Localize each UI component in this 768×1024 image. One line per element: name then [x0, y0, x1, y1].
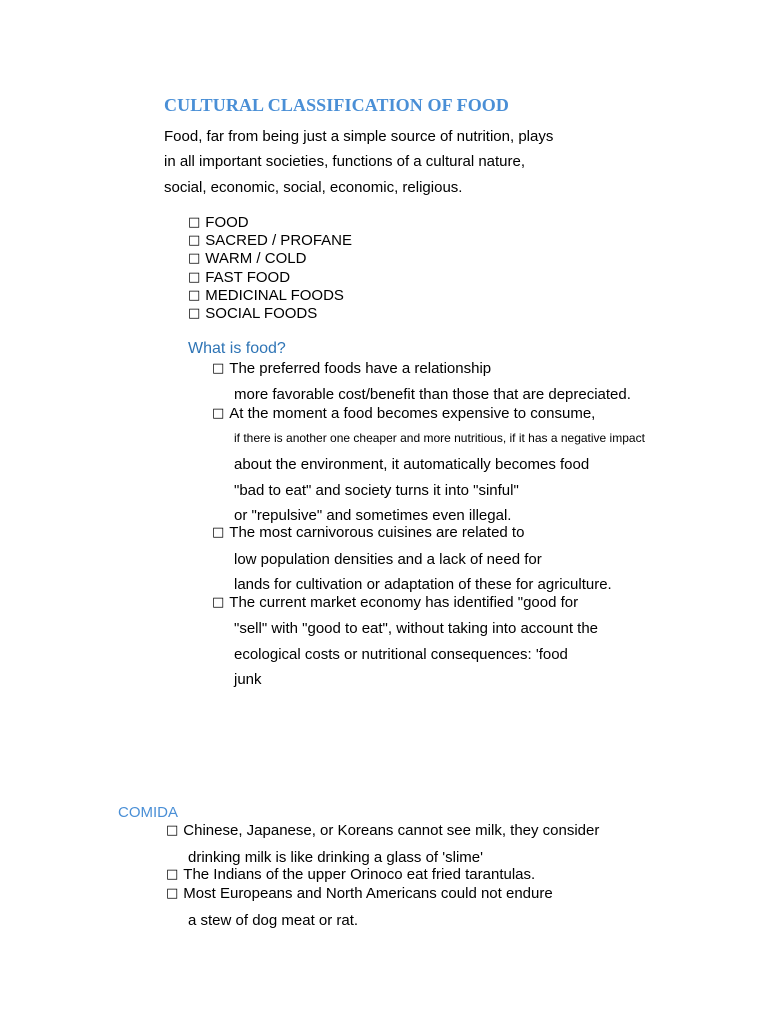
what-is-food-line: or "repulsive" and sometimes even illegal. — [234, 507, 512, 524]
comida-point: □ Most Europeans and North Americans could not endure — [166, 885, 553, 902]
comida-point: □ The Indians of the upper Orinoco eat fried tarantulas. — [166, 866, 535, 883]
category-item: □ FOOD — [188, 214, 249, 231]
section-heading-comida: COMIDA — [118, 804, 178, 821]
what-is-food-point: □ The current market economy has identified "good for — [212, 594, 578, 611]
what-is-food-line: "sell" with "good to eat", without taking into account the — [234, 620, 599, 637]
section-heading-what-is-food: What is food? — [188, 340, 286, 357]
what-is-food-line: low population densities and a lack of need for — [234, 551, 542, 568]
page-title: CULTURAL CLASSIFICATION OF FOOD — [164, 95, 509, 115]
category-item: □ SOCIAL FOODS — [188, 305, 317, 322]
what-is-food-line: "bad to eat" and society turns it into "sinful" — [234, 482, 519, 499]
category-item: □ FAST FOOD — [188, 269, 290, 286]
category-item: □ MEDICINAL FOODS — [188, 287, 344, 304]
category-item: □ SACRED / PROFANE — [188, 232, 352, 249]
what-is-food-point: □ At the moment a food becomes expensive to consume, — [212, 405, 595, 422]
intro-line: Food, far from being just a simple source of nutrition, plays — [164, 128, 554, 145]
comida-line: a stew of dog meat or rat. — [188, 912, 359, 929]
comida-line: drinking milk is like drinking a glass of 'slime' — [188, 849, 483, 866]
comida-point: □ Chinese, Japanese, or Koreans cannot see milk, they consider — [166, 822, 599, 839]
what-is-food-line: more favorable cost/benefit than those that are depreciated. — [234, 386, 631, 403]
intro-line: in all important societies, functions of a cultural nature, — [164, 153, 526, 170]
what-is-food-point: □ The most carnivorous cuisines are related to — [212, 524, 524, 541]
intro-line: social, economic, social, economic, religious. — [164, 179, 463, 196]
what-is-food-line: lands for cultivation or adaptation of these for agriculture. — [234, 576, 612, 593]
what-is-food-line: junk — [234, 671, 262, 688]
what-is-food-point: □ The preferred foods have a relationship — [212, 360, 491, 377]
category-item: □ WARM / COLD — [188, 250, 306, 267]
what-is-food-line: ecological costs or nutritional consequences: 'food — [234, 646, 568, 663]
what-is-food-line: about the environment, it automatically becomes food — [234, 456, 590, 473]
what-is-food-line: if there is another one cheaper and more nutritious, if it has a negative impact — [234, 431, 645, 445]
